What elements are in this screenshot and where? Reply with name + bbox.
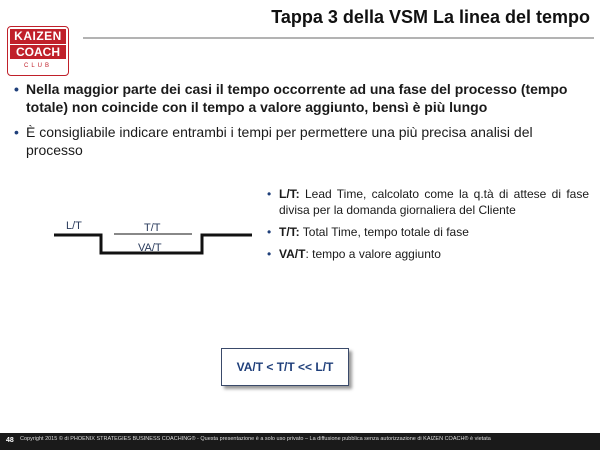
- definition-total-time: [267, 224, 589, 240]
- definition-term: VA/T: [279, 247, 306, 261]
- definitions-list: [267, 186, 589, 268]
- definition-term: T/T:: [279, 225, 300, 239]
- formula-box: VA/T < T/T << L/T: [221, 348, 349, 386]
- footer-bar: [0, 433, 600, 450]
- logo-line-kaizen: KAIZEN: [10, 29, 66, 44]
- label-total-time: T/T: [144, 222, 161, 234]
- label-value-added-time: VA/T: [138, 242, 162, 254]
- definition-text: : tempo a valore aggiunto: [305, 247, 441, 261]
- slide-title: Tappa 3 della VSM La linea del tempo: [271, 7, 590, 27]
- definition-text: Total Time, tempo totale di fase: [299, 225, 469, 239]
- copyright-notice: Copyright 2015 © di PHOENIX STRATEGIES BUSINESS COACHING® - Questa presentazione è a solo uso privato – La diffusione pubblica senza autorizzazione di KAIZEN COACH® è vietata: [20, 436, 491, 442]
- logo-line-coach: COACH: [10, 45, 66, 59]
- title-divider: [83, 37, 594, 39]
- logo-line-club: CLUB: [23, 63, 52, 69]
- definition-text: Lead Time, calcolato come la q.tà di attese di fase divisa per la domanda giornaliera del Cliente: [279, 187, 589, 217]
- kaizen-coach-logo: [7, 26, 69, 76]
- main-bullet-list: [14, 80, 580, 166]
- label-lead-time: L/T: [66, 220, 82, 232]
- definition-term: L/T:: [279, 187, 300, 201]
- timeline-diagram: [52, 214, 262, 274]
- definition-value-added-time: [267, 246, 589, 262]
- bullet-item-1: • Nella maggior parte dei casi il tempo occorrente ad una fase del processo (tempo totale) non coincide con il tempo a valore aggiunto, bensì è più lungo: [14, 80, 580, 116]
- page-number: 48: [6, 437, 14, 444]
- definition-lead-time: [267, 186, 589, 218]
- bullet-item-2: • È consigliabile indicare entrambi i tempi per permettere una più precisa analisi del processo: [14, 123, 580, 159]
